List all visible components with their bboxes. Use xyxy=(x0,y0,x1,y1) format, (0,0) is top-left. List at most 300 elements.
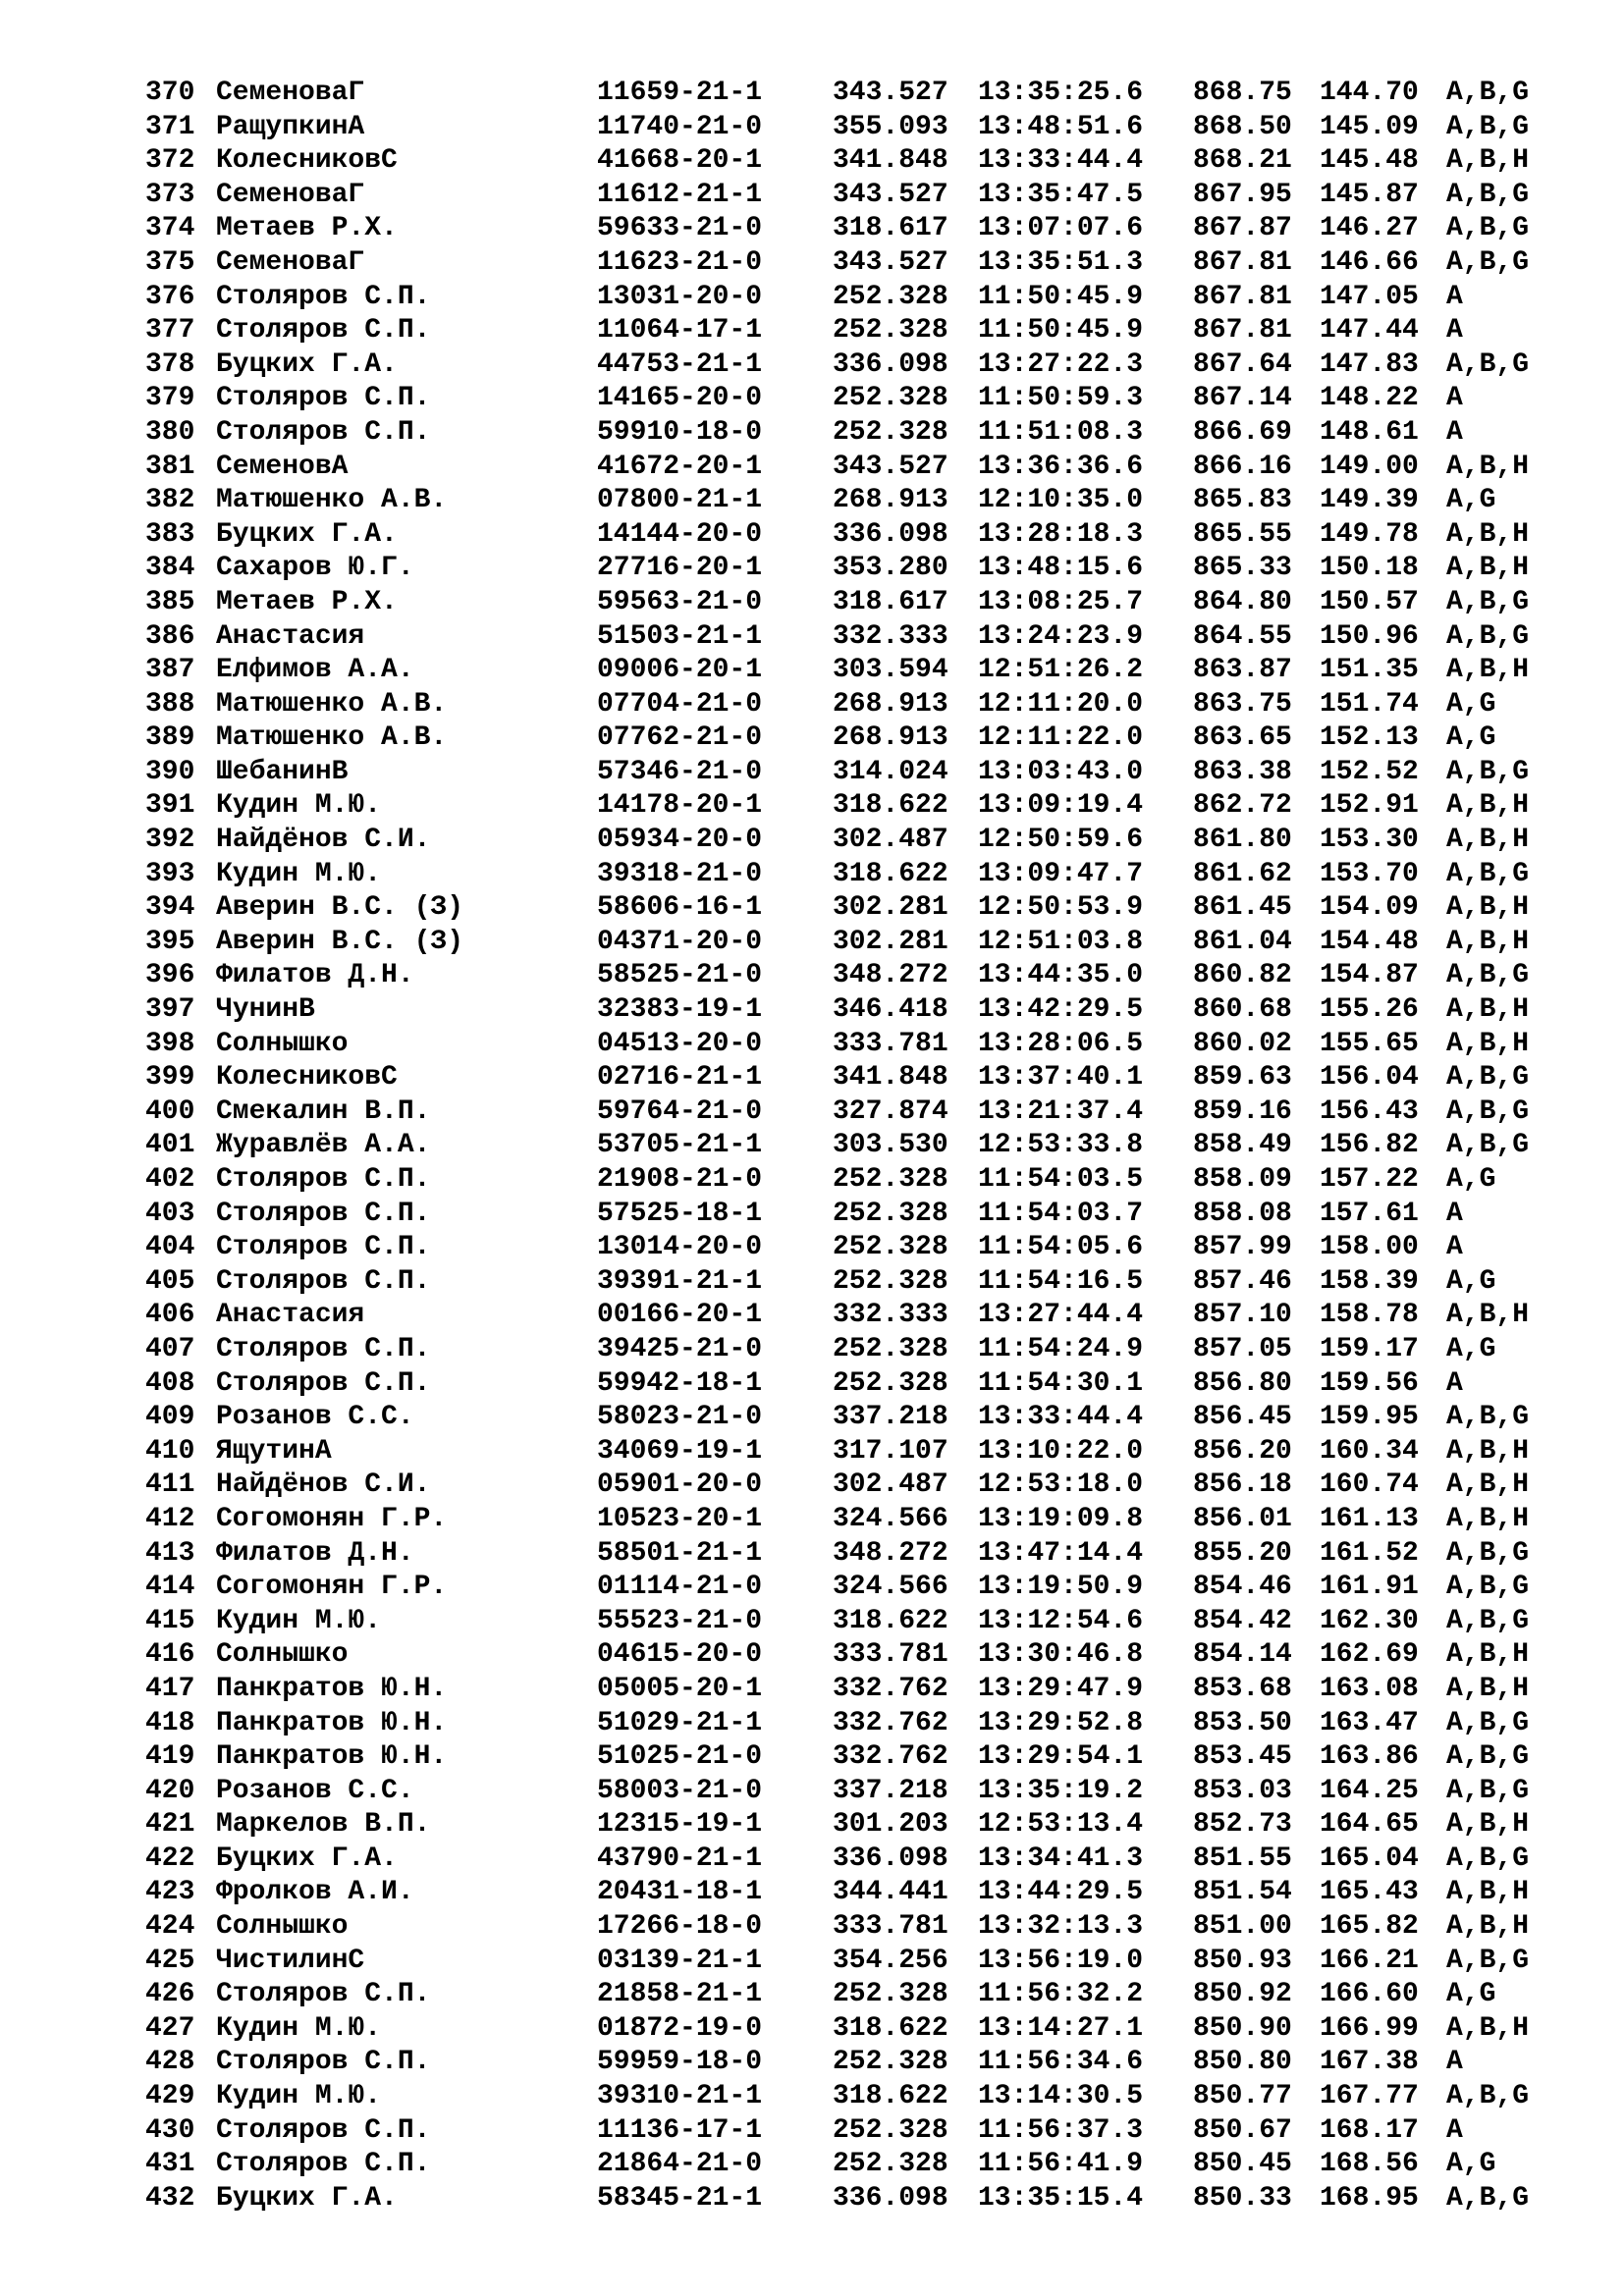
cell-distance: 252.328 xyxy=(833,2149,948,2180)
cell-ring-id: 57346-21-0 xyxy=(597,756,763,787)
cell-arrival-time: 11:54:03.7 xyxy=(978,1198,1144,1229)
cell-position: 395 xyxy=(145,926,195,957)
cell-distance: 344.441 xyxy=(833,1877,948,1908)
cell-participant-name: Панкратов Ю.Н. xyxy=(216,1707,448,1738)
cell-coefficient: 152.52 xyxy=(1320,756,1419,787)
cell-arrival-time: 12:50:53.9 xyxy=(978,892,1144,924)
cell-categories: A,G xyxy=(1446,485,1496,516)
cell-ring-id: 39310-21-1 xyxy=(597,2081,763,2112)
cell-ring-id: 21858-21-1 xyxy=(597,1979,763,2010)
cell-categories: A,B,H xyxy=(1446,553,1530,584)
cell-participant-name: Столяров С.П. xyxy=(216,315,431,347)
cell-coefficient: 159.95 xyxy=(1320,1402,1419,1433)
cell-participant-name: Согомонян Г.Р. xyxy=(216,1503,448,1534)
cell-ring-id: 17266-18-0 xyxy=(597,1911,763,1943)
cell-position: 421 xyxy=(145,1809,195,1841)
cell-arrival-time: 11:54:05.6 xyxy=(978,1232,1144,1263)
cell-coefficient: 168.56 xyxy=(1320,2149,1419,2180)
cell-position: 415 xyxy=(145,1605,195,1636)
cell-arrival-time: 11:50:45.9 xyxy=(978,315,1144,347)
cell-arrival-time: 13:21:37.4 xyxy=(978,1095,1144,1127)
cell-categories: A,B,G xyxy=(1446,2081,1530,2112)
cell-speed: 860.68 xyxy=(1193,994,1292,1026)
cell-distance: 332.762 xyxy=(833,1741,948,1773)
cell-speed: 856.45 xyxy=(1193,1402,1292,1433)
cell-coefficient: 164.65 xyxy=(1320,1809,1419,1841)
cell-ring-id: 10523-20-1 xyxy=(597,1503,763,1534)
cell-arrival-time: 12:53:18.0 xyxy=(978,1469,1144,1501)
cell-ring-id: 59563-21-0 xyxy=(597,586,763,617)
cell-coefficient: 146.66 xyxy=(1320,246,1419,278)
cell-speed: 853.03 xyxy=(1193,1775,1292,1806)
cell-coefficient: 167.77 xyxy=(1320,2081,1419,2112)
cell-participant-name: Розанов С.С. xyxy=(216,1402,414,1433)
cell-position: 389 xyxy=(145,722,195,754)
cell-arrival-time: 13:14:30.5 xyxy=(978,2081,1144,2112)
cell-speed: 867.95 xyxy=(1193,179,1292,210)
cell-coefficient: 166.60 xyxy=(1320,1979,1419,2010)
cell-ring-id: 01114-21-0 xyxy=(597,1572,763,1603)
cell-speed: 865.55 xyxy=(1193,518,1292,550)
cell-ring-id: 59959-18-0 xyxy=(597,2047,763,2078)
cell-coefficient: 147.44 xyxy=(1320,315,1419,347)
cell-arrival-time: 13:19:09.8 xyxy=(978,1503,1144,1534)
cell-position: 381 xyxy=(145,451,195,482)
cell-participant-name: Матюшенко А.В. xyxy=(216,688,448,720)
cell-ring-id: 14165-20-0 xyxy=(597,383,763,414)
cell-ring-id: 04371-20-0 xyxy=(597,926,763,957)
cell-arrival-time: 13:14:27.1 xyxy=(978,2012,1144,2044)
cell-participant-name: Столяров С.П. xyxy=(216,2149,431,2180)
cell-speed: 858.08 xyxy=(1193,1198,1292,1229)
cell-categories: A,B,G xyxy=(1446,213,1530,244)
cell-participant-name: Маркелов В.П. xyxy=(216,1809,431,1841)
cell-coefficient: 160.34 xyxy=(1320,1435,1419,1467)
cell-participant-name: Розанов С.С. xyxy=(216,1775,414,1806)
cell-arrival-time: 13:09:19.4 xyxy=(978,790,1144,822)
cell-categories: A xyxy=(1446,1367,1463,1399)
cell-arrival-time: 13:36:36.6 xyxy=(978,451,1144,482)
cell-participant-name: СеменоваГ xyxy=(216,246,365,278)
cell-categories: A,B,G xyxy=(1446,756,1530,787)
cell-arrival-time: 13:12:54.6 xyxy=(978,1605,1144,1636)
cell-speed: 856.20 xyxy=(1193,1435,1292,1467)
cell-categories: A,B,G xyxy=(1446,858,1530,889)
cell-distance: 252.328 xyxy=(833,383,948,414)
cell-ring-id: 12315-19-1 xyxy=(597,1809,763,1841)
cell-ring-id: 51029-21-1 xyxy=(597,1707,763,1738)
cell-ring-id: 09006-20-1 xyxy=(597,655,763,686)
cell-ring-id: 34069-19-1 xyxy=(597,1435,763,1467)
cell-distance: 332.762 xyxy=(833,1707,948,1738)
cell-coefficient: 154.09 xyxy=(1320,892,1419,924)
cell-arrival-time: 11:56:34.6 xyxy=(978,2047,1144,2078)
cell-coefficient: 161.52 xyxy=(1320,1537,1419,1569)
cell-position: 405 xyxy=(145,1265,195,1297)
cell-ring-id: 05005-20-1 xyxy=(597,1673,763,1704)
cell-distance: 343.527 xyxy=(833,246,948,278)
cell-position: 383 xyxy=(145,518,195,550)
cell-ring-id: 44753-21-1 xyxy=(597,348,763,380)
cell-distance: 337.218 xyxy=(833,1402,948,1433)
cell-ring-id: 32383-19-1 xyxy=(597,994,763,1026)
cell-position: 425 xyxy=(145,1945,195,1976)
cell-ring-id: 14144-20-0 xyxy=(597,518,763,550)
cell-arrival-time: 12:10:35.0 xyxy=(978,485,1144,516)
cell-coefficient: 149.78 xyxy=(1320,518,1419,550)
cell-categories: A,B,G xyxy=(1446,1537,1530,1569)
cell-speed: 850.80 xyxy=(1193,2047,1292,2078)
cell-arrival-time: 11:56:41.9 xyxy=(978,2149,1144,2180)
cell-categories: A,B,G xyxy=(1446,1572,1530,1603)
cell-position: 409 xyxy=(145,1402,195,1433)
cell-speed: 856.18 xyxy=(1193,1469,1292,1501)
cell-position: 385 xyxy=(145,586,195,617)
cell-categories: A,B,G xyxy=(1446,111,1530,142)
cell-speed: 863.65 xyxy=(1193,722,1292,754)
cell-distance: 301.203 xyxy=(833,1809,948,1841)
cell-participant-name: ШебанинВ xyxy=(216,756,349,787)
cell-participant-name: СеменоваГ xyxy=(216,179,365,210)
cell-coefficient: 154.87 xyxy=(1320,960,1419,991)
cell-arrival-time: 13:29:54.1 xyxy=(978,1741,1144,1773)
cell-speed: 860.82 xyxy=(1193,960,1292,991)
cell-participant-name: Аверин В.С. (З) xyxy=(216,926,464,957)
cell-participant-name: Согомонян Г.Р. xyxy=(216,1572,448,1603)
cell-arrival-time: 11:54:03.5 xyxy=(978,1164,1144,1195)
cell-coefficient: 150.96 xyxy=(1320,620,1419,652)
cell-participant-name: Метаев Р.Х. xyxy=(216,213,398,244)
cell-coefficient: 147.05 xyxy=(1320,281,1419,312)
cell-participant-name: СеменоваГ xyxy=(216,78,365,108)
cell-ring-id: 53705-21-1 xyxy=(597,1130,763,1161)
cell-position: 410 xyxy=(145,1435,195,1467)
cell-participant-name: Найдёнов С.И. xyxy=(216,1469,431,1501)
cell-categories: A,G xyxy=(1446,1164,1496,1195)
cell-arrival-time: 11:50:59.3 xyxy=(978,383,1144,414)
cell-categories: A,B,H xyxy=(1446,1300,1530,1331)
cell-speed: 862.72 xyxy=(1193,790,1292,822)
cell-distance: 302.487 xyxy=(833,825,948,856)
cell-speed: 867.81 xyxy=(1193,281,1292,312)
cell-categories: A,B,H xyxy=(1446,1911,1530,1943)
cell-coefficient: 146.27 xyxy=(1320,213,1419,244)
cell-distance: 268.913 xyxy=(833,722,948,754)
cell-ring-id: 02716-21-1 xyxy=(597,1062,763,1094)
cell-speed: 863.38 xyxy=(1193,756,1292,787)
cell-distance: 318.617 xyxy=(833,586,948,617)
cell-categories: A,B,G xyxy=(1446,960,1530,991)
cell-participant-name: Панкратов Ю.Н. xyxy=(216,1741,448,1773)
cell-coefficient: 151.74 xyxy=(1320,688,1419,720)
cell-categories: A,B,G xyxy=(1446,246,1530,278)
cell-position: 411 xyxy=(145,1469,195,1501)
cell-participant-name: Буцких Г.А. xyxy=(216,1842,398,1874)
cell-arrival-time: 13:34:41.3 xyxy=(978,1842,1144,1874)
cell-categories: A,B,H xyxy=(1446,1673,1530,1704)
cell-categories: A,B,H xyxy=(1446,1469,1530,1501)
cell-arrival-time: 13:24:23.9 xyxy=(978,620,1144,652)
cell-ring-id: 58501-21-1 xyxy=(597,1537,763,1569)
cell-position: 402 xyxy=(145,1164,195,1195)
cell-categories: A,B,H xyxy=(1446,1435,1530,1467)
cell-distance: 341.848 xyxy=(833,1062,948,1094)
cell-coefficient: 158.39 xyxy=(1320,1265,1419,1297)
cell-coefficient: 155.26 xyxy=(1320,994,1419,1026)
cell-categories: A xyxy=(1446,2114,1463,2146)
cell-coefficient: 165.43 xyxy=(1320,1877,1419,1908)
cell-ring-id: 59764-21-0 xyxy=(597,1095,763,1127)
cell-participant-name: Сахаров Ю.Г. xyxy=(216,553,414,584)
cell-categories: A,B,G xyxy=(1446,2182,1530,2214)
cell-coefficient: 168.95 xyxy=(1320,2182,1419,2214)
cell-categories: A,B,G xyxy=(1446,1741,1530,1773)
cell-distance: 252.328 xyxy=(833,416,948,448)
cell-position: 376 xyxy=(145,281,195,312)
cell-categories: A,B,G xyxy=(1446,1605,1530,1636)
cell-categories: A,B,G xyxy=(1446,348,1530,380)
cell-categories: A,G xyxy=(1446,1265,1496,1297)
cell-categories: A,B,H xyxy=(1446,790,1530,822)
cell-arrival-time: 13:35:25.6 xyxy=(978,78,1144,108)
cell-position: 429 xyxy=(145,2081,195,2112)
cell-coefficient: 156.43 xyxy=(1320,1095,1419,1127)
cell-speed: 850.33 xyxy=(1193,2182,1292,2214)
cell-arrival-time: 13:27:44.4 xyxy=(978,1300,1144,1331)
cell-ring-id: 51503-21-1 xyxy=(597,620,763,652)
cell-ring-id: 13031-20-0 xyxy=(597,281,763,312)
cell-ring-id: 55523-21-0 xyxy=(597,1605,763,1636)
cell-participant-name: Анастасия xyxy=(216,620,365,652)
cell-distance: 336.098 xyxy=(833,1842,948,1874)
cell-position: 392 xyxy=(145,825,195,856)
cell-distance: 332.762 xyxy=(833,1673,948,1704)
cell-categories: A xyxy=(1446,2047,1463,2078)
cell-position: 391 xyxy=(145,790,195,822)
cell-participant-name: Столяров С.П. xyxy=(216,1367,431,1399)
cell-arrival-time: 13:29:47.9 xyxy=(978,1673,1144,1704)
cell-coefficient: 167.38 xyxy=(1320,2047,1419,2078)
cell-arrival-time: 13:37:40.1 xyxy=(978,1062,1144,1094)
cell-ring-id: 43790-21-1 xyxy=(597,1842,763,1874)
cell-ring-id: 39391-21-1 xyxy=(597,1265,763,1297)
cell-ring-id: 21864-21-0 xyxy=(597,2149,763,2180)
cell-distance: 252.328 xyxy=(833,281,948,312)
cell-distance: 336.098 xyxy=(833,518,948,550)
cell-speed: 867.14 xyxy=(1193,383,1292,414)
cell-speed: 851.00 xyxy=(1193,1911,1292,1943)
cell-ring-id: 27716-20-1 xyxy=(597,553,763,584)
cell-categories: A xyxy=(1446,315,1463,347)
cell-coefficient: 155.65 xyxy=(1320,1028,1419,1059)
cell-categories: A,B,H xyxy=(1446,1877,1530,1908)
cell-position: 394 xyxy=(145,892,195,924)
cell-position: 374 xyxy=(145,213,195,244)
cell-ring-id: 07800-21-1 xyxy=(597,485,763,516)
cell-distance: 343.527 xyxy=(833,451,948,482)
cell-ring-id: 58023-21-0 xyxy=(597,1402,763,1433)
cell-categories: A,B,G xyxy=(1446,1095,1530,1127)
cell-distance: 346.418 xyxy=(833,994,948,1026)
cell-distance: 337.218 xyxy=(833,1775,948,1806)
cell-speed: 858.09 xyxy=(1193,1164,1292,1195)
cell-position: 416 xyxy=(145,1639,195,1671)
cell-participant-name: Кудин М.Ю. xyxy=(216,2081,382,2112)
cell-categories: A,B,H xyxy=(1446,518,1530,550)
cell-categories: A,B,G xyxy=(1446,586,1530,617)
cell-coefficient: 145.09 xyxy=(1320,111,1419,142)
cell-coefficient: 158.00 xyxy=(1320,1232,1419,1263)
cell-distance: 318.622 xyxy=(833,2012,948,2044)
cell-position: 424 xyxy=(145,1911,195,1943)
cell-distance: 252.328 xyxy=(833,1367,948,1399)
cell-ring-id: 59910-18-0 xyxy=(597,416,763,448)
cell-ring-id: 11623-21-0 xyxy=(597,246,763,278)
cell-participant-name: ЯщутинА xyxy=(216,1435,332,1467)
cell-position: 400 xyxy=(145,1095,195,1127)
cell-distance: 355.093 xyxy=(833,111,948,142)
cell-distance: 252.328 xyxy=(833,1265,948,1297)
cell-arrival-time: 13:56:19.0 xyxy=(978,1945,1144,1976)
cell-arrival-time: 13:30:46.8 xyxy=(978,1639,1144,1671)
cell-coefficient: 166.21 xyxy=(1320,1945,1419,1976)
cell-ring-id: 58003-21-0 xyxy=(597,1775,763,1806)
cell-participant-name: Кудин М.Ю. xyxy=(216,858,382,889)
cell-participant-name: Аверин В.С. (З) xyxy=(216,892,464,924)
cell-categories: A,G xyxy=(1446,1333,1496,1364)
cell-participant-name: Столяров С.П. xyxy=(216,1979,431,2010)
cell-participant-name: Столяров С.П. xyxy=(216,1232,431,1263)
cell-position: 401 xyxy=(145,1130,195,1161)
cell-position: 397 xyxy=(145,994,195,1026)
cell-participant-name: Кудин М.Ю. xyxy=(216,790,382,822)
cell-speed: 855.20 xyxy=(1193,1537,1292,1569)
cell-participant-name: Смекалин В.П. xyxy=(216,1095,431,1127)
cell-coefficient: 157.61 xyxy=(1320,1198,1419,1229)
cell-ring-id: 13014-20-0 xyxy=(597,1232,763,1263)
cell-distance: 348.272 xyxy=(833,1537,948,1569)
cell-position: 387 xyxy=(145,655,195,686)
cell-categories: A,B,H xyxy=(1446,1503,1530,1534)
cell-arrival-time: 13:32:13.3 xyxy=(978,1911,1144,1943)
cell-coefficient: 162.69 xyxy=(1320,1639,1419,1671)
cell-categories: A,B,G xyxy=(1446,179,1530,210)
cell-position: 426 xyxy=(145,1979,195,2010)
cell-coefficient: 168.17 xyxy=(1320,2114,1419,2146)
cell-speed: 868.50 xyxy=(1193,111,1292,142)
cell-coefficient: 160.74 xyxy=(1320,1469,1419,1501)
cell-participant-name: ЧунинВ xyxy=(216,994,315,1026)
cell-participant-name: СеменовА xyxy=(216,451,349,482)
cell-coefficient: 163.47 xyxy=(1320,1707,1419,1738)
cell-speed: 854.46 xyxy=(1193,1572,1292,1603)
cell-participant-name: Столяров С.П. xyxy=(216,2114,431,2146)
cell-arrival-time: 13:35:15.4 xyxy=(978,2182,1144,2214)
cell-position: 377 xyxy=(145,315,195,347)
cell-ring-id: 11740-21-0 xyxy=(597,111,763,142)
cell-categories: A,G xyxy=(1446,1979,1496,2010)
cell-coefficient: 145.48 xyxy=(1320,145,1419,177)
cell-speed: 851.54 xyxy=(1193,1877,1292,1908)
cell-participant-name: Анастасия xyxy=(216,1300,365,1331)
cell-speed: 856.01 xyxy=(1193,1503,1292,1534)
cell-arrival-time: 12:11:22.0 xyxy=(978,722,1144,754)
cell-participant-name: Столяров С.П. xyxy=(216,2047,431,2078)
cell-coefficient: 150.57 xyxy=(1320,586,1419,617)
cell-arrival-time: 13:33:44.4 xyxy=(978,145,1144,177)
cell-ring-id: 01872-19-0 xyxy=(597,2012,763,2044)
cell-coefficient: 151.35 xyxy=(1320,655,1419,686)
cell-categories: A,B,G xyxy=(1446,1842,1530,1874)
cell-categories: A xyxy=(1446,383,1463,414)
cell-ring-id: 00166-20-1 xyxy=(597,1300,763,1331)
cell-distance: 336.098 xyxy=(833,2182,948,2214)
cell-distance: 317.107 xyxy=(833,1435,948,1467)
cell-speed: 857.05 xyxy=(1193,1333,1292,1364)
cell-ring-id: 58345-21-1 xyxy=(597,2182,763,2214)
cell-ring-id: 58606-16-1 xyxy=(597,892,763,924)
cell-position: 412 xyxy=(145,1503,195,1534)
cell-position: 371 xyxy=(145,111,195,142)
cell-ring-id: 11612-21-1 xyxy=(597,179,763,210)
cell-arrival-time: 13:08:25.7 xyxy=(978,586,1144,617)
cell-speed: 853.50 xyxy=(1193,1707,1292,1738)
cell-categories: A,B,G xyxy=(1446,620,1530,652)
cell-categories: A xyxy=(1446,416,1463,448)
cell-ring-id: 39425-21-0 xyxy=(597,1333,763,1364)
cell-position: 420 xyxy=(145,1775,195,1806)
cell-position: 413 xyxy=(145,1537,195,1569)
cell-ring-id: 51025-21-0 xyxy=(597,1741,763,1773)
cell-ring-id: 11064-17-1 xyxy=(597,315,763,347)
cell-coefficient: 164.25 xyxy=(1320,1775,1419,1806)
cell-position: 428 xyxy=(145,2047,195,2078)
cell-coefficient: 165.04 xyxy=(1320,1842,1419,1874)
cell-ring-id: 11659-21-1 xyxy=(597,78,763,108)
cell-speed: 861.80 xyxy=(1193,825,1292,856)
cell-participant-name: ЧистилинС xyxy=(216,1945,365,1976)
cell-categories: A,B,G xyxy=(1446,1945,1530,1976)
cell-arrival-time: 11:51:08.3 xyxy=(978,416,1144,448)
cell-speed: 854.14 xyxy=(1193,1639,1292,1671)
cell-categories: A,G xyxy=(1446,2149,1496,2180)
cell-participant-name: Солнышко xyxy=(216,1911,349,1943)
cell-participant-name: Матюшенко А.В. xyxy=(216,722,448,754)
cell-arrival-time: 13:44:35.0 xyxy=(978,960,1144,991)
cell-speed: 853.45 xyxy=(1193,1741,1292,1773)
cell-coefficient: 156.82 xyxy=(1320,1130,1419,1161)
cell-speed: 867.87 xyxy=(1193,213,1292,244)
cell-arrival-time: 12:51:03.8 xyxy=(978,926,1144,957)
cell-distance: 332.333 xyxy=(833,1300,948,1331)
cell-position: 398 xyxy=(145,1028,195,1059)
cell-speed: 857.99 xyxy=(1193,1232,1292,1263)
cell-speed: 850.45 xyxy=(1193,2149,1292,2180)
cell-arrival-time: 12:53:33.8 xyxy=(978,1130,1144,1161)
cell-distance: 302.281 xyxy=(833,892,948,924)
cell-distance: 336.098 xyxy=(833,348,948,380)
cell-distance: 252.328 xyxy=(833,1198,948,1229)
cell-distance: 252.328 xyxy=(833,1164,948,1195)
cell-position: 417 xyxy=(145,1673,195,1704)
cell-speed: 856.80 xyxy=(1193,1367,1292,1399)
cell-participant-name: РащупкинА xyxy=(216,111,365,142)
cell-speed: 868.75 xyxy=(1193,78,1292,108)
cell-ring-id: 39318-21-0 xyxy=(597,858,763,889)
cell-speed: 853.68 xyxy=(1193,1673,1292,1704)
cell-coefficient: 153.30 xyxy=(1320,825,1419,856)
cell-distance: 318.622 xyxy=(833,1605,948,1636)
